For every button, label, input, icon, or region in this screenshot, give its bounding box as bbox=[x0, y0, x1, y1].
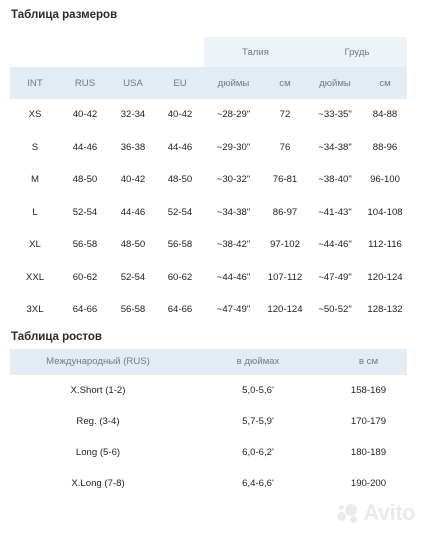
height-cell: Reg. (3-4) bbox=[10, 406, 186, 437]
size-cell: ~29-30" bbox=[204, 131, 263, 164]
height-row bbox=[10, 437, 407, 468]
size-cell: 88-96 bbox=[363, 131, 407, 164]
height-row bbox=[10, 468, 407, 499]
height-row bbox=[10, 406, 407, 437]
size-cell: 3XL bbox=[10, 294, 60, 327]
size-cell: 52-54 bbox=[60, 196, 110, 229]
size-cell: 36-38 bbox=[110, 131, 156, 164]
size-cell: 60-62 bbox=[156, 261, 204, 294]
size-cell: L bbox=[10, 196, 60, 229]
size-cell: ~34-38" bbox=[204, 196, 263, 229]
size-row bbox=[10, 164, 407, 197]
avito-watermark-text: Avito bbox=[363, 500, 415, 525]
column-header: дюймы bbox=[307, 67, 363, 99]
size-cell: 86-97 bbox=[263, 196, 307, 229]
height-cell: X.Long (7-8) bbox=[10, 468, 186, 499]
size-cell: 84-88 bbox=[363, 99, 407, 131]
size-cell: 128-132 bbox=[363, 294, 407, 327]
column-header: EU bbox=[156, 67, 204, 99]
size-row bbox=[10, 294, 407, 327]
size-cell: 64-66 bbox=[60, 294, 110, 327]
column-header: см bbox=[263, 67, 307, 99]
size-cell: 52-54 bbox=[156, 196, 204, 229]
size-cell: XXL bbox=[10, 261, 60, 294]
size-cell: ~50-52" bbox=[307, 294, 363, 327]
height-cell: 158-169 bbox=[330, 375, 407, 406]
height-cell: 5,0-5,6' bbox=[186, 375, 330, 406]
height-cell: 6,4-6,6' bbox=[186, 468, 330, 499]
size-cell: ~34-38" bbox=[307, 131, 363, 164]
size-group-header-row bbox=[10, 37, 407, 67]
size-cell: 56-58 bbox=[110, 294, 156, 327]
avito-logo-icon bbox=[337, 502, 359, 524]
height-chart-table bbox=[10, 349, 407, 499]
size-cell: 40-42 bbox=[110, 164, 156, 197]
height-cell: X.Short (1-2) bbox=[10, 375, 186, 406]
size-cell: 112-116 bbox=[363, 229, 407, 262]
size-cell: 44-46 bbox=[156, 131, 204, 164]
size-cell: ~47-49" bbox=[204, 294, 263, 327]
size-cell: 40-42 bbox=[60, 99, 110, 131]
group-header-empty bbox=[10, 37, 204, 67]
size-cell: 56-58 bbox=[156, 229, 204, 262]
group-header-chest: Грудь bbox=[307, 37, 407, 67]
size-cell: ~47-49" bbox=[307, 261, 363, 294]
size-chart-title: Таблица размеров bbox=[11, 9, 118, 21]
size-chart-table bbox=[10, 37, 407, 327]
size-cell: 104-108 bbox=[363, 196, 407, 229]
size-cell: ~41-43" bbox=[307, 196, 363, 229]
size-cell: 44-46 bbox=[60, 131, 110, 164]
size-cell: 72 bbox=[263, 99, 307, 131]
size-cell: 48-50 bbox=[60, 164, 110, 197]
height-cell: 190-200 bbox=[330, 468, 407, 499]
size-row bbox=[10, 261, 407, 294]
column-header: в см bbox=[330, 349, 407, 375]
size-cell: 60-62 bbox=[60, 261, 110, 294]
size-row bbox=[10, 131, 407, 164]
size-cell: 76 bbox=[263, 131, 307, 164]
size-cell: XS bbox=[10, 99, 60, 131]
size-cell: 44-46 bbox=[110, 196, 156, 229]
column-header: INT bbox=[10, 67, 60, 99]
size-cell: 64-66 bbox=[156, 294, 204, 327]
size-row bbox=[10, 229, 407, 262]
group-header-waist: Талия bbox=[204, 37, 307, 67]
size-cell: 120-124 bbox=[363, 261, 407, 294]
size-row bbox=[10, 196, 407, 229]
size-cell: 40-42 bbox=[156, 99, 204, 131]
size-cell: 107-112 bbox=[263, 261, 307, 294]
height-cell: 170-179 bbox=[330, 406, 407, 437]
size-cell: M bbox=[10, 164, 60, 197]
size-column-header-row bbox=[10, 67, 407, 99]
size-cell: ~38-42" bbox=[204, 229, 263, 262]
size-cell: 56-58 bbox=[60, 229, 110, 262]
column-header: дюймы bbox=[204, 67, 263, 99]
size-cell: 48-50 bbox=[156, 164, 204, 197]
size-cell: 32-34 bbox=[110, 99, 156, 131]
height-cell: 5,7-5,9' bbox=[186, 406, 330, 437]
size-cell: S bbox=[10, 131, 60, 164]
height-column-header-row bbox=[10, 349, 407, 375]
height-cell: 6,0-6,2' bbox=[186, 437, 330, 468]
size-cell: ~44-46" bbox=[204, 261, 263, 294]
size-cell: 52-54 bbox=[110, 261, 156, 294]
size-cell: XL bbox=[10, 229, 60, 262]
column-header: USA bbox=[110, 67, 156, 99]
column-header: Международный (RUS) bbox=[10, 349, 186, 375]
size-cell: 96-100 bbox=[363, 164, 407, 197]
column-header: RUS bbox=[60, 67, 110, 99]
height-chart-title: Таблица ростов bbox=[11, 331, 102, 343]
size-cell: 97-102 bbox=[263, 229, 307, 262]
size-cell: ~30-32" bbox=[204, 164, 263, 197]
height-cell: 180-189 bbox=[330, 437, 407, 468]
size-row bbox=[10, 99, 407, 131]
height-cell: Long (5-6) bbox=[10, 437, 186, 468]
size-cell: ~28-29" bbox=[204, 99, 263, 131]
size-cell: ~44-46" bbox=[307, 229, 363, 262]
size-cell: 120-124 bbox=[263, 294, 307, 327]
size-cell: 48-50 bbox=[110, 229, 156, 262]
avito-watermark bbox=[337, 500, 415, 526]
height-row bbox=[10, 375, 407, 406]
size-cell: ~33-35" bbox=[307, 99, 363, 131]
column-header: в дюймах bbox=[186, 349, 330, 375]
column-header: см bbox=[363, 67, 407, 99]
size-cell: 76-81 bbox=[263, 164, 307, 197]
size-cell: ~38-40" bbox=[307, 164, 363, 197]
